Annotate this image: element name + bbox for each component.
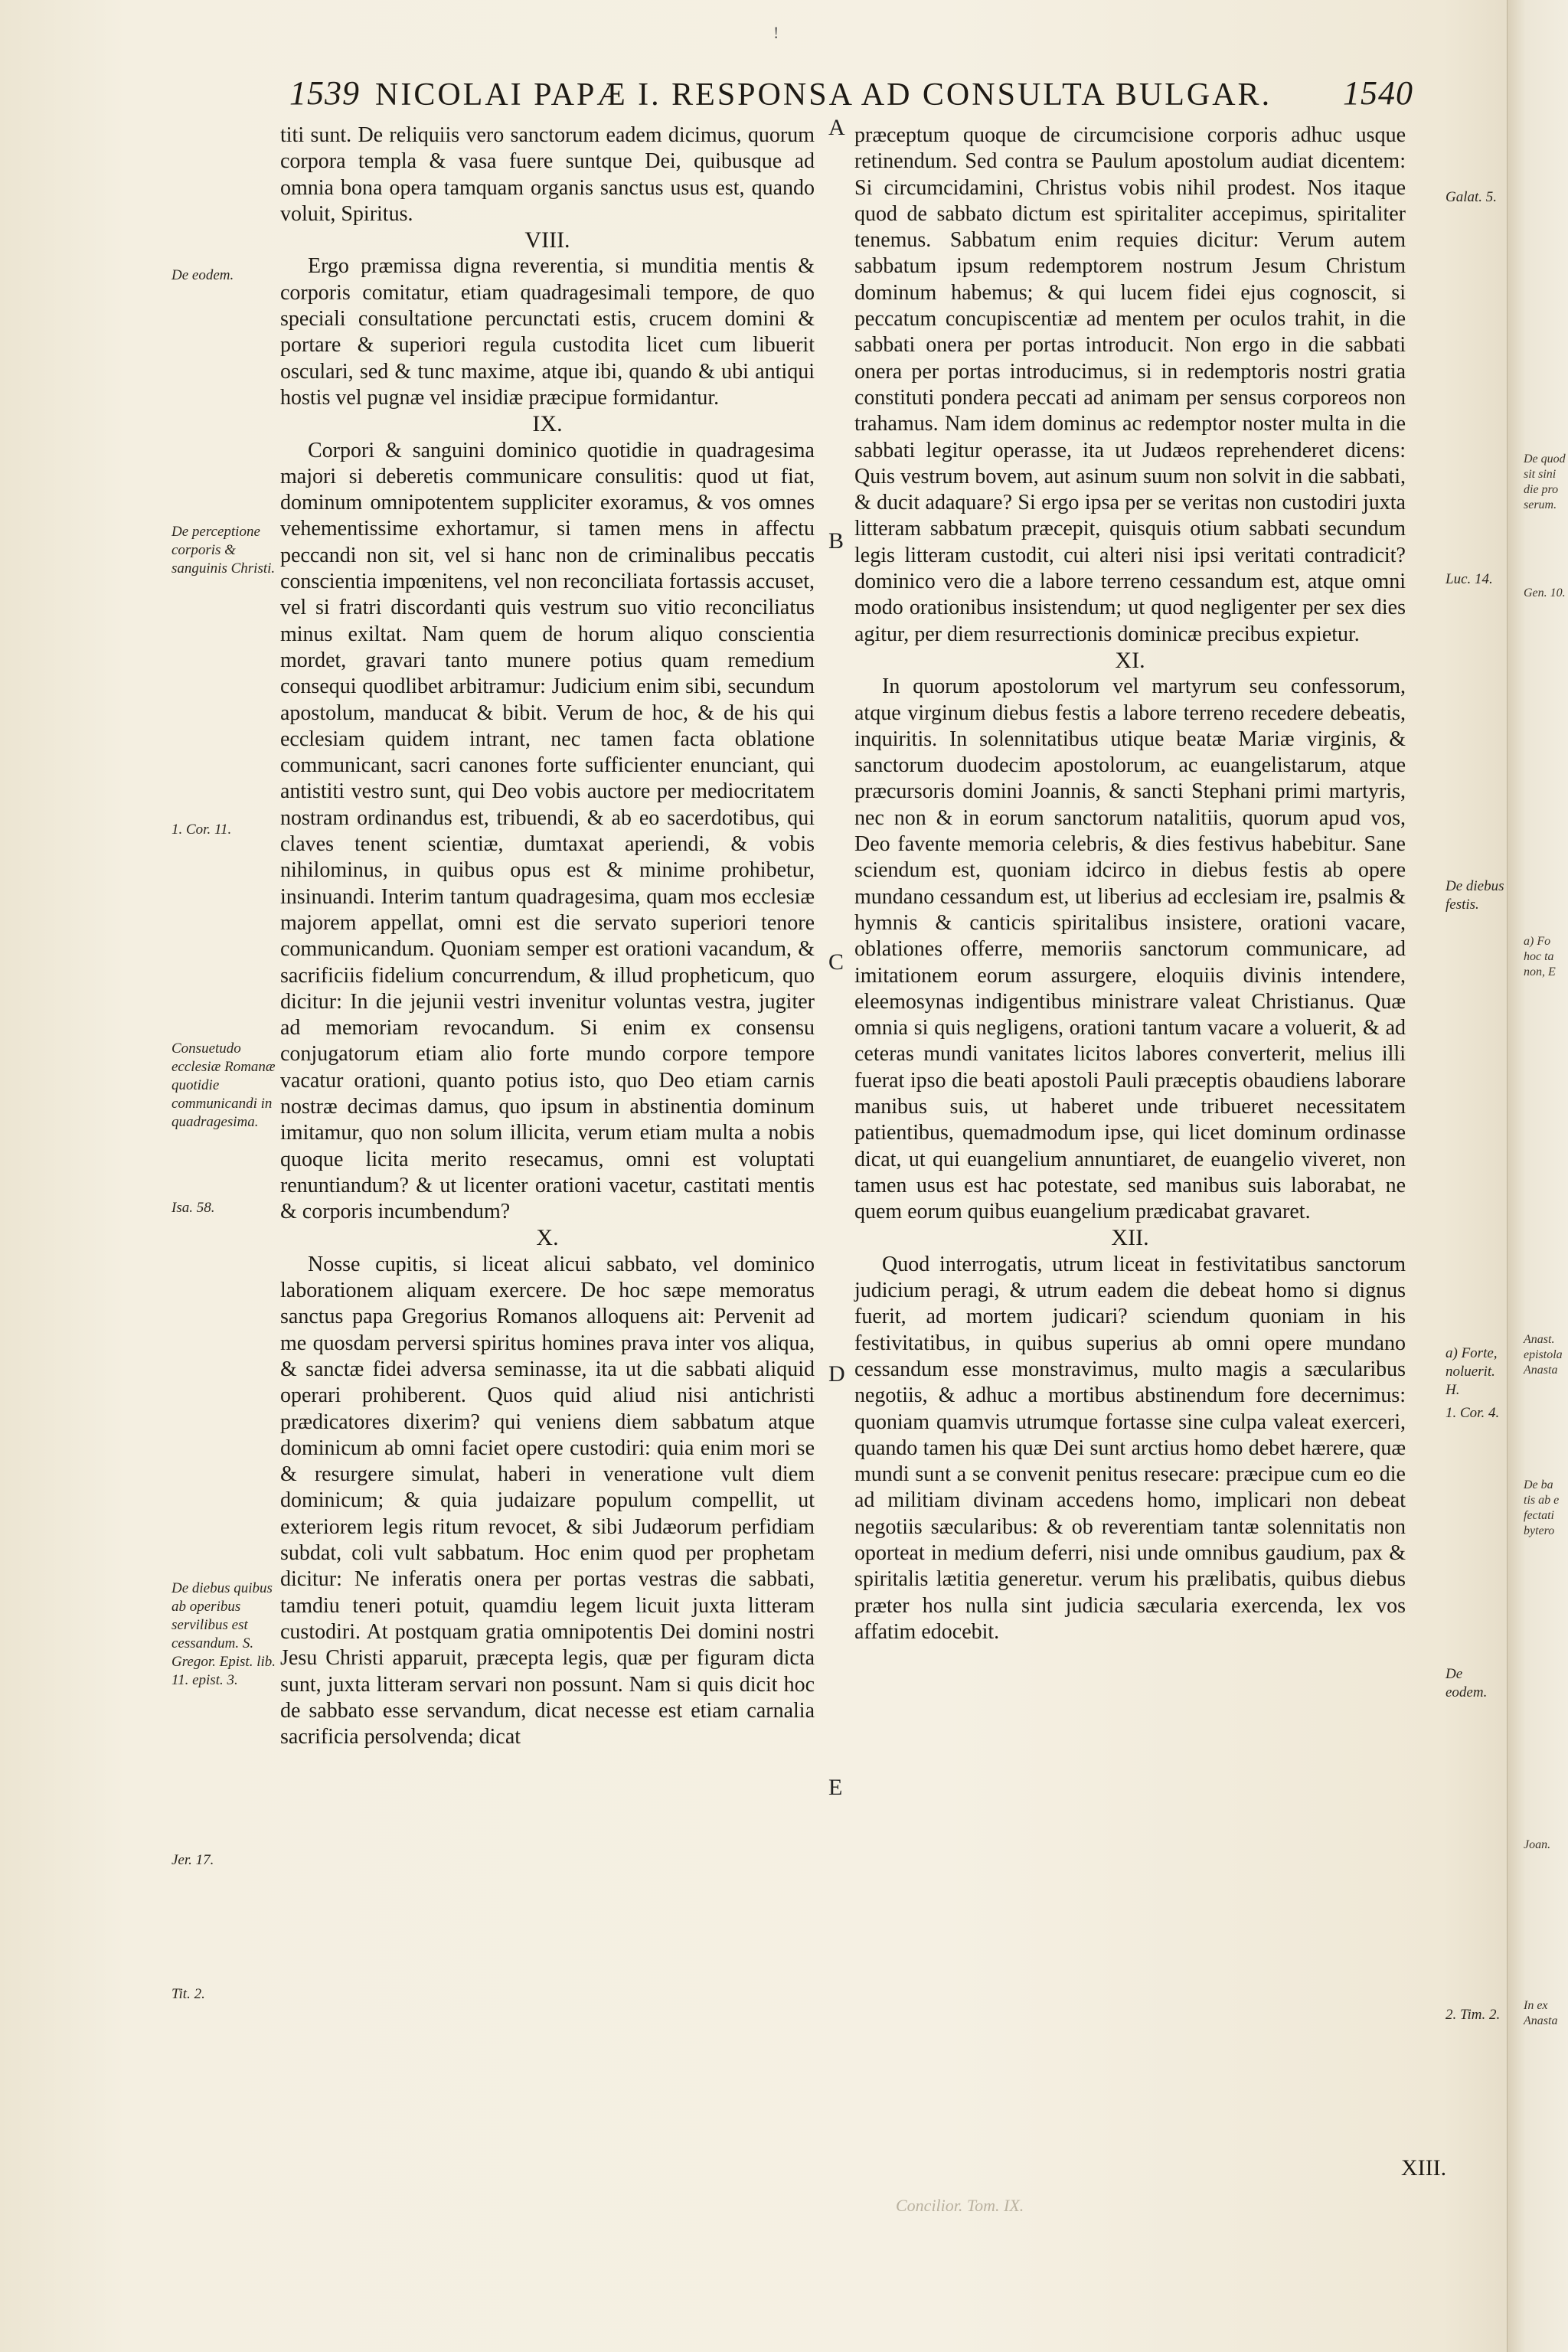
paragraph: Nosse cupitis, si liceat alicui sabbato, vel dominico laborationem aliquam exercere. De hoc sæpe memoratus sanctus papa Gregorius Romanos alloquens ait: Pervenit ad me quosdam perversi spiritus homines prava inter vos aliqua, & sanctæ fidei adversa seminasse, ita ut die sabbati aliquid operari prohiberent. Quos quid aliud nisi antichristi prædicatores dixerim? qui veniens diem sabbatum atque dominicum ab omni faciet opere custodiri: quia enim mori se & resurgere simulat, haberi in veneratione vult diem dominicum; & quia judaizare populum compellit, ut exteriorem legis ritum revocet, & sibi Judæorum perfidiam subdat, coli vult sabbatum. Hoc enim quod per prophetam dicitur: Ne inferatis onera per portas vestras die sabbati, tamdiu teneri potuit, quamdiu legem licuit juxta litteram custodiri. At postquam gratia omnipotentis Dei domini nostri Jesu Christi apparuit, præcepta legis, quæ per figuram dicta sunt, juxta litteram servari non possunt. Nam si quis dicit hoc de sabbato esse servandum, dicat necesse est etiam carnalia sacrificia persolvenda; dicat — [280, 1252, 815, 1749]
section-number: VIII. — [524, 227, 570, 253]
section-number: XI. — [1115, 647, 1145, 673]
paragraph: præceptum quoque de circumcisione corporis adhuc usque retinendum. Sed contra se Paulum apostolum audiat dicentem: Si circumcidamini, Christus vobis nihil prodest. Nos itaque quod de sabbato dictum est spiritaliter accepimus, spiritaliter tenemus. Sabbatum enim requies dicitur: Verum autem sabbatum ipsum redemptorem nostrum Jesum Christum dominum habemus; & qui lucem fidei ejus cognoscit, si peccatum concupiscentiæ ad mentem per oculos trahit, in die sabbati onera per portas introducit. Non ergo in die sabbati onera per portas introducimus, si in redemptoris nostri gratia constituti pondera peccati ad animam per sensus corporeos non trahamus. Nam idem dominus ac redemptor noster multa in die sabbati legitur operasse, ita ut Judæos reprehenderet dicens: Quis vestrum bovem, aut asinum suum non solvit in die sabbati, & ducit adaquare? Si ergo ipsa per se veritas non custodiri juxta litteram sabbatum præcepit, quisquis otium sabbati secundum legis litteram custodit, cui alteri nisi ipsi veritati contradicit? dominico vero die a labore terreno cessandum est, atque omni modo orationibus insistendum; ut quod negligenter per sex dies agitur, per diem resurrectionis dominicæ precibus expietur. — [854, 123, 1406, 646]
column-letter: C — [828, 949, 844, 975]
text-column-left — [280, 122, 815, 1750]
margin-note: De perceptione corporis & sanguinis Christi. — [172, 524, 276, 577]
margin-note: Tit. 2. — [172, 1986, 205, 2002]
margin-note: Galat. 5. — [1446, 189, 1498, 205]
margin-note: De eodem. — [172, 267, 234, 283]
column-letter: B — [828, 528, 844, 554]
catchword: XIII. — [1401, 2155, 1447, 2180]
margin-note: Jer. 17. — [172, 1852, 214, 1868]
top-ornament: ! — [773, 23, 779, 42]
column-letter: A — [828, 115, 845, 140]
paragraph: titi sunt. De reliquiis vero sanctorum eadem dicimus, quorum corpora templa & vasa fuere suntque Dei, quibusque ad omnia bona opera tamquam organis sanctus usus est, quando voluit, Spiritus. — [280, 123, 815, 226]
running-head — [289, 74, 1413, 119]
adjacent-page-fragment: Joan. — [1524, 1838, 1551, 1851]
margin-note: 2. Tim. 2. — [1446, 2007, 1501, 2023]
margin-note: 1. Cor. 11. — [172, 822, 232, 838]
margin-note: Isa. 58. — [172, 1200, 215, 1216]
running-title: NICOLAI PAPÆ I. RESPONSA AD CONSULTA BULGAR. — [375, 77, 1272, 113]
section-number: XII. — [1111, 1225, 1149, 1251]
adjacent-page-fragment: a) Fo hoc ta non, E — [1524, 935, 1556, 978]
margin-note: De diebus quibus ab operibus servilibus est cessandum. S. Gregor. Epist. lib. 11. epist. 3. — [172, 1580, 276, 1688]
column-letter: E — [828, 1775, 843, 1800]
adjacent-page-fragment: De quod sit sini die pro serum. — [1524, 452, 1566, 511]
margin-note: De eodem. — [1446, 1666, 1488, 1700]
paragraph: Ergo præmissa digna reverentia, si munditia mentis & corporis comitatur, etiam quadragesimali tempore, de quo speciali consultatione percunctati estis, crucem domini & portare & superiori regula custodita licet cum libuerit osculari, sed & tunc maxime, atque ibi, quando & ubi antiqui hostis vel pugnæ vel insidiæ præcipue formidantur. — [280, 254, 815, 410]
section-number: X. — [536, 1225, 559, 1251]
section-number: IX. — [532, 411, 563, 437]
adjacent-page-fragment: Anast. epistola Anasta — [1524, 1333, 1563, 1377]
adjacent-page-fragment: Gen. 10. — [1524, 586, 1566, 599]
paragraph: In quorum apostolorum vel martyrum seu confessorum, atque virginum diebus festis a labore terreno recedere debeatis, inquiritis. In solennitatibus utique beatæ Mariæ virginis, & sanctorum duodecim apostolorum, ac euangelistarum, atque præcursoris domini Joannis, & sancti Stephani primi martyris, nec non & in eorum sanctorum natalitiis, quorum apud vos, Deo favente memoria celebris, & dies festivus habebitur. Sane sciendum est, quoniam idcirco in diebus festis ab opere mundano cessandum est, ut liberius ad ecclesiam ire, psalmis & hymnis & canticis spiritalibus insistere, orationi vacare, oblationes offerre, memoriis sanctorum communicare, ad imitationem eorum assurgere, eloquiis divinis intendere, eleemosynas indigentibus ministrare valeat Christianus. Quæ omnia si quis negligens, orationi tantum vacare a voluerit, & ad ceteras mundi vanitates licitos labores converterit, melius illi fuerat ipso die beati apostoli Pauli præceptis obaudiens laborare manibus suis, ut haberet unde tribueret necessitatem patientibus, quemadmodum ipse, qui licet dominum ordinasse dicat, ut qui euangelium annuntiaret, de euangelio viveret, non tamen usus est hac potestate, sed manibus suis laborabat, ne quem eorum quibus euangelium prædicabat gravaret. — [854, 675, 1406, 1224]
margin-note: Consuetudo ecclesiæ Romanæ quotidie communicandi in quadragesima. — [172, 1040, 276, 1130]
margin-note: Luc. 14. — [1446, 571, 1493, 587]
page-number-left: 1539 — [289, 74, 360, 112]
paragraph: Quod interrogatis, utrum liceat in festivitatibus sanctorum judicium peragi, & utrum eadem die debeat homo si dignus fuerit, ad mortem judicari? sciendum quoniam in his festivitatibus, in quibus superius ab omni opere mundano cessandum esse monstravimus, multo magis a sæcularibus negotiis, & adhuc a mortibus abstinendum fore decernimus: quoniam quamvis utrumque fortasse sine culpa valeat exerceri, quando tamen his quæ Dei sunt arctius homo debet hærere, quæ mundi sunt a se convenit penitus resecare: præcipue cum eo die ad militiam divinam accedens homo, implicari non debeat negotiis sæcularibus: & ob reverentiam tantæ solennitatis non oporteat in medium deferri, nisi unde omnibus gaudium, pax & spiritalis lætitia generetur. verum his prælibatis, quibus diebus præter hos nulla sint judicia sæcularia exercenda, lex vos affatim edocebit. — [854, 1252, 1406, 1644]
adjacent-page-fragment: In ex Anasta — [1524, 1999, 1558, 2027]
footer-signature: Concilior. Tom. IX. — [896, 2196, 1024, 2215]
adjacent-page-fragment: De ba tis ab e fectati bytero — [1524, 1478, 1560, 1537]
paragraph: Corpori & sanguini dominico quotidie in quadragesima majori si deberetis communicare consulitis: quod ut fiat, dominum omnipotentem suppliciter exoramus, & vos omnes vehementissime exhortamur, si tamen mens in affectu peccandi non sit, vel si hanc non de criminalibus peccatis conscientia impœnitens, vel non reconciliata fortassis accuset, vel si fratri discordanti quis vestrum suo vitio reconciliatus minus exiltat. Nam quem de horum aliquo conscientia mordet, gravari tanto munere potius quam remedium consequi quodlibet arbitramur: Judicium enim sibi, secundum apostolum, manducat & bibit. Verum de hoc, & de his qui ecclesiam quidem intrant, nec tamen facta oblatione communicant, sacri canones forte sufficienter enunciant, qui antistiti vestro sunt, qui Deo vobis auctore per mediocritatem nostram ordinandus est, tribuendi, & ab eo sacerdotibus, qui claves tenent scientiæ, dumtaxat aperiendi, & vobis nihilominus, in quibus opus est & minime prohibetur, insinuandi. Interim tantum quadragesima, quam mos ecclesiæ majorem appellat, omni est die servato superiori tenore communicandum. Quoniam semper est orationi vacandum, & sacrificiis fidelium concurrendum, & illud propheticum, quo dicitur: In die jejunii vestri invenitur voluntas vestra, jugiter ad memoriam revocandum. Si enim ex consensu conjugatorum etiam alio forte mundo corpore tempore vacatur orationi, quanto potius isto, quo Deo etiam carnis nostræ decimas damus, quo ipsum in abstinentia dominum imitamur, quo non solum illicita, verum etiam multa a nobis quoque licita merito resecamus, omni est voluptati renuntiandum? & ut licenter orationi vacetur, castitati mentis & corporis incumbendum? — [280, 438, 815, 1224]
margin-note: 1. Cor. 4. — [1446, 1405, 1500, 1421]
margin-note: a) Forte, noluerit. H. — [1446, 1345, 1498, 1398]
column-letter: D — [828, 1361, 845, 1387]
page-number-right: 1540 — [1343, 74, 1413, 112]
text-column-right — [854, 122, 1406, 1645]
margin-note: De diebus festis. — [1446, 878, 1504, 913]
